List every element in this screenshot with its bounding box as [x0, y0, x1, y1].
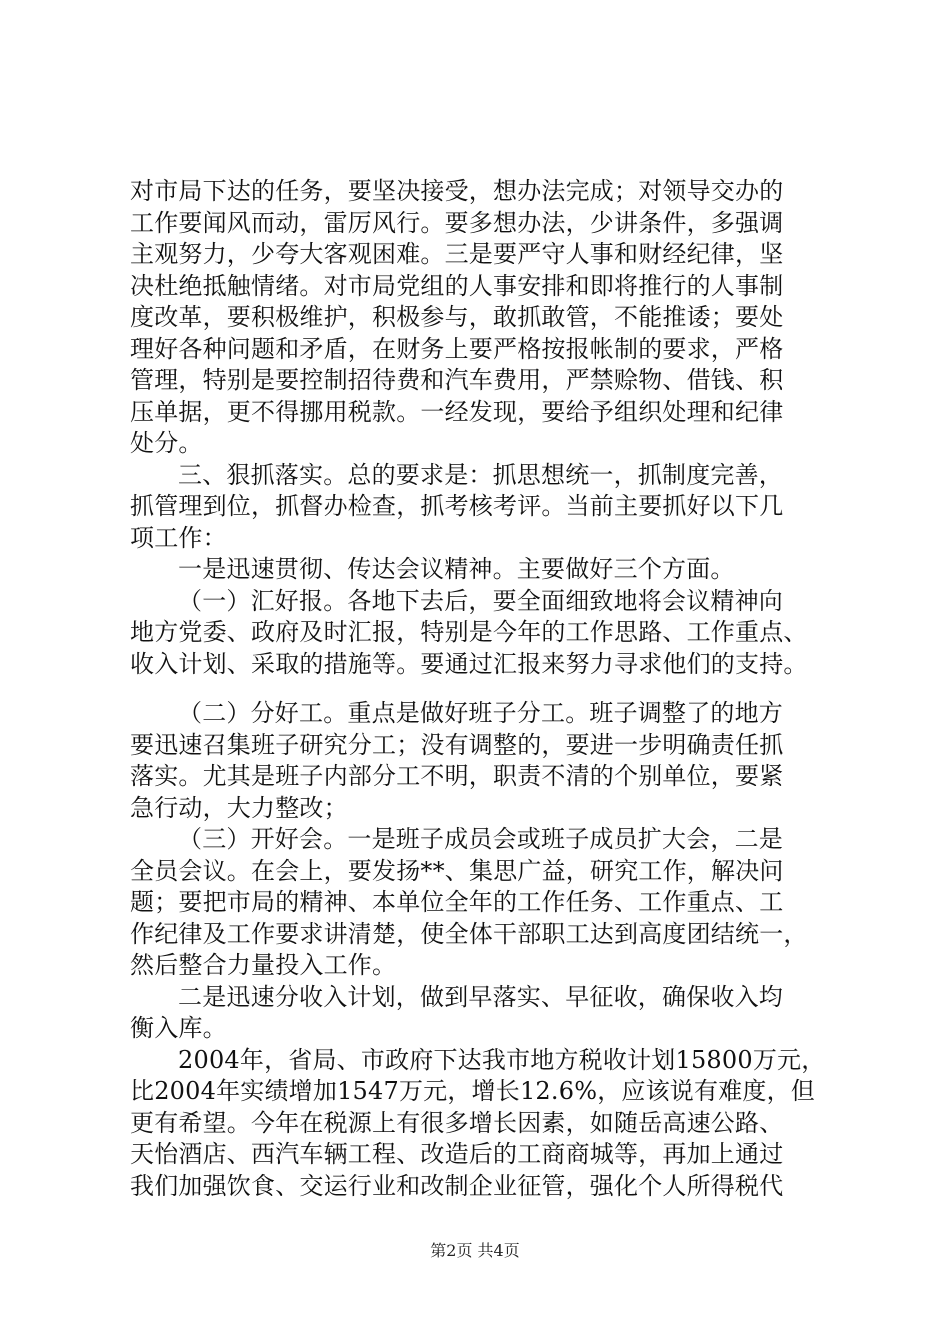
body-line: 决杜绝抵触情绪。对市局党组的人事安排和即将推行的人事制	[130, 271, 784, 300]
body-line: 比2004年实绩增加1547万元，增长12.6%，应该说有难度，但	[130, 1077, 815, 1105]
body-line: （一）汇好报。各地下去后，要全面细致地将会议精神向	[178, 586, 783, 615]
body-line: 抓管理到位，抓督办检查，抓考核考评。当前主要抓好以下几	[130, 492, 784, 520]
body-line: 管理，特别是要控制招待费和汽车费用，严禁赊物、借钱、积	[130, 366, 784, 394]
body-line: 项工作：	[130, 523, 227, 552]
section-heading-line: 三、狠抓落实。总的要求是：抓思想统一，抓制度完善，	[178, 460, 783, 489]
body-line: 落实。尤其是班子内部分工不明，职责不清的个别单位，要紧	[130, 762, 784, 790]
body-line: 度改革，要积极维护，积极参与，敢抓敢管，不能推诿；要处	[130, 303, 784, 331]
body-line: 理好各种问题和矛盾，在财务上要严格按报帐制的要求，严格	[130, 334, 784, 363]
body-line: 然后整合力量投入工作。	[130, 951, 397, 979]
page-footer: 第2页 共4页	[430, 1241, 520, 1260]
body-line: 要迅速召集班子研究分工；没有调整的，要进一步明确责任抓	[130, 730, 784, 759]
body-line: 地方党委、政府及时汇报，特别是今年的工作思路、工作重点、	[130, 618, 808, 646]
body-line: 工作要闻风而动，雷厉风行。要多想办法，少讲条件，多强调	[130, 208, 784, 237]
body-line: 作纪律及工作要求讲清楚，使全体干部职工达到高度团结统一，	[130, 919, 808, 948]
body-line: 我们加强饮食、交运行业和改制企业征管，强化个人所得税代	[130, 1171, 784, 1200]
body-line: 急行动，大力整改；	[130, 793, 348, 822]
body-line: 主观努力，少夸大客观困难。三是要严守人事和财经纪律，坚	[130, 240, 784, 268]
body-line: 处分。	[130, 429, 203, 457]
body-line: 全员会议。在会上，要发扬**、集思广益，研究工作，解决问	[130, 856, 784, 885]
body-line: 2004年，省局、市政府下达我市地方税收计划15800万元，	[178, 1045, 826, 1074]
body-line: 收入计划、采取的措施等。要通过汇报来努力寻求他们的支持。	[130, 649, 808, 678]
body-line: 一是迅速贯彻、传达会议精神。主要做好三个方面。	[178, 555, 735, 583]
body-line: 对市局下达的任务，要坚决接受，想办法完成；对领导交办的	[130, 177, 784, 205]
body-line: 天怡酒店、西汽车辆工程、改造后的工商商城等，再加上通过	[130, 1140, 784, 1168]
body-line: 题；要把市局的精神、本单位全年的工作任务、工作重点、工	[130, 888, 784, 916]
body-line: （二）分好工。重点是做好班子分工。班子调整了的地方	[178, 699, 783, 727]
body-line: 衡入库。	[130, 1014, 227, 1042]
body-line: 压单据，更不得挪用税款。一经发现，要给予组织处理和纪律	[130, 397, 784, 426]
body-line: （三）开好会。一是班子成员会或班子成员扩大会，二是	[178, 825, 783, 853]
body-line: 二是迅速分收入计划，做到早落实、早征收，确保收入均	[178, 982, 783, 1011]
body-line: 更有希望。今年在税源上有很多增长因素，如随岳高速公路、	[130, 1108, 784, 1137]
